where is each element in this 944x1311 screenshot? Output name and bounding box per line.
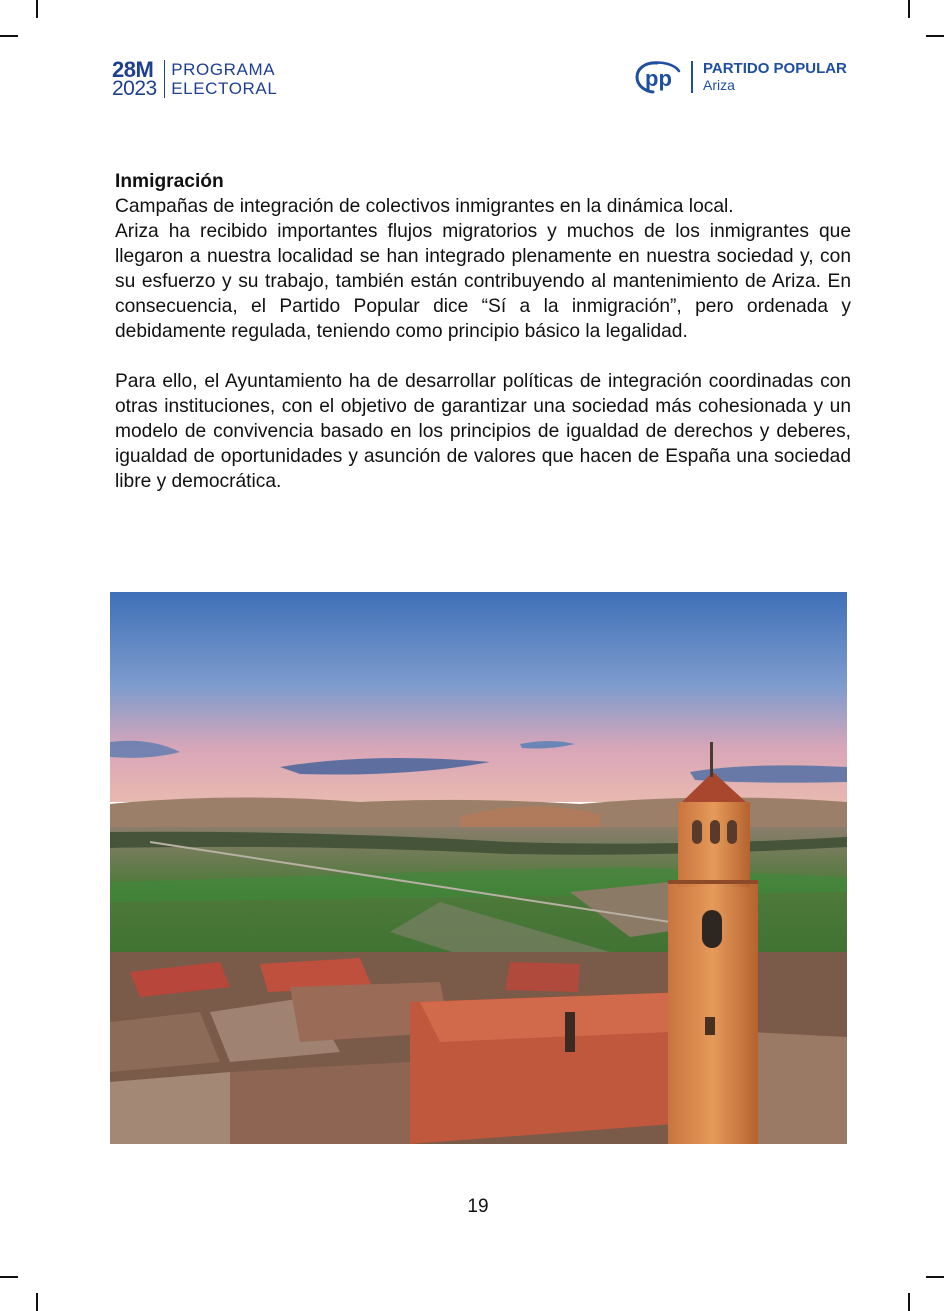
paragraph-1: Ariza ha recibido importantes flujos migratorios y muchos de los inmigrantes que llegaron a nuestra localidad se han integrado plenamente en nuestra sociedad y, con su esfuerzo y su trabajo, también están contribuyendo al mantenimiento de Ariza. En consecuencia, el Partido Popular dice “Sí a la inmigración”, pero ordenada y debidamente regulada, teniendo como principio básico la legalidad. bbox=[115, 221, 851, 342]
party-location: Ariza bbox=[703, 77, 735, 93]
pp-logo-text: pp bbox=[645, 66, 672, 91]
pp-logo-icon bbox=[635, 59, 685, 95]
crop-mark bbox=[0, 35, 18, 37]
logo-divider bbox=[691, 61, 693, 93]
town-photo bbox=[110, 592, 847, 1144]
section-heading: Inmigración bbox=[115, 171, 224, 192]
campaign-date-line2: 2023 bbox=[112, 77, 157, 100]
program-label bbox=[171, 60, 277, 98]
crop-mark bbox=[0, 1276, 18, 1278]
crop-mark bbox=[36, 0, 38, 18]
section-subtitle: Campañas de integración de colectivos inmigrantes en la dinámica local. bbox=[115, 196, 734, 217]
party-name: PARTIDO POPULAR bbox=[703, 60, 847, 77]
program-label-line1: PROGRAMA bbox=[171, 60, 276, 79]
crop-mark bbox=[36, 1293, 38, 1311]
town-aerial-image bbox=[110, 592, 847, 1144]
crop-mark bbox=[908, 1293, 910, 1311]
paragraph-2: Para ello, el Ayuntamiento ha de desarrollar políticas de integración coordinadas con otras instituciones, con el objetivo de garantizar una sociedad más cohesionada y un modelo de convivencia basado en los principios de igualdad de derechos y deberes, igualdad de oportunidades y asunción de valores que hacen de España una sociedad libre y democrática. bbox=[115, 371, 851, 492]
page-number: 19 bbox=[467, 1196, 489, 1217]
party-logo bbox=[635, 59, 847, 95]
campaign-date bbox=[112, 57, 157, 100]
campaign-logo bbox=[112, 57, 278, 100]
crop-mark bbox=[926, 1276, 944, 1278]
crop-mark bbox=[926, 35, 944, 37]
logo-divider bbox=[164, 60, 166, 98]
section-body bbox=[115, 169, 851, 494]
crop-mark bbox=[908, 0, 910, 18]
program-label-line2: ELECTORAL bbox=[171, 79, 278, 98]
party-label bbox=[703, 60, 847, 94]
campaign-date-line1: 28M bbox=[112, 57, 154, 82]
